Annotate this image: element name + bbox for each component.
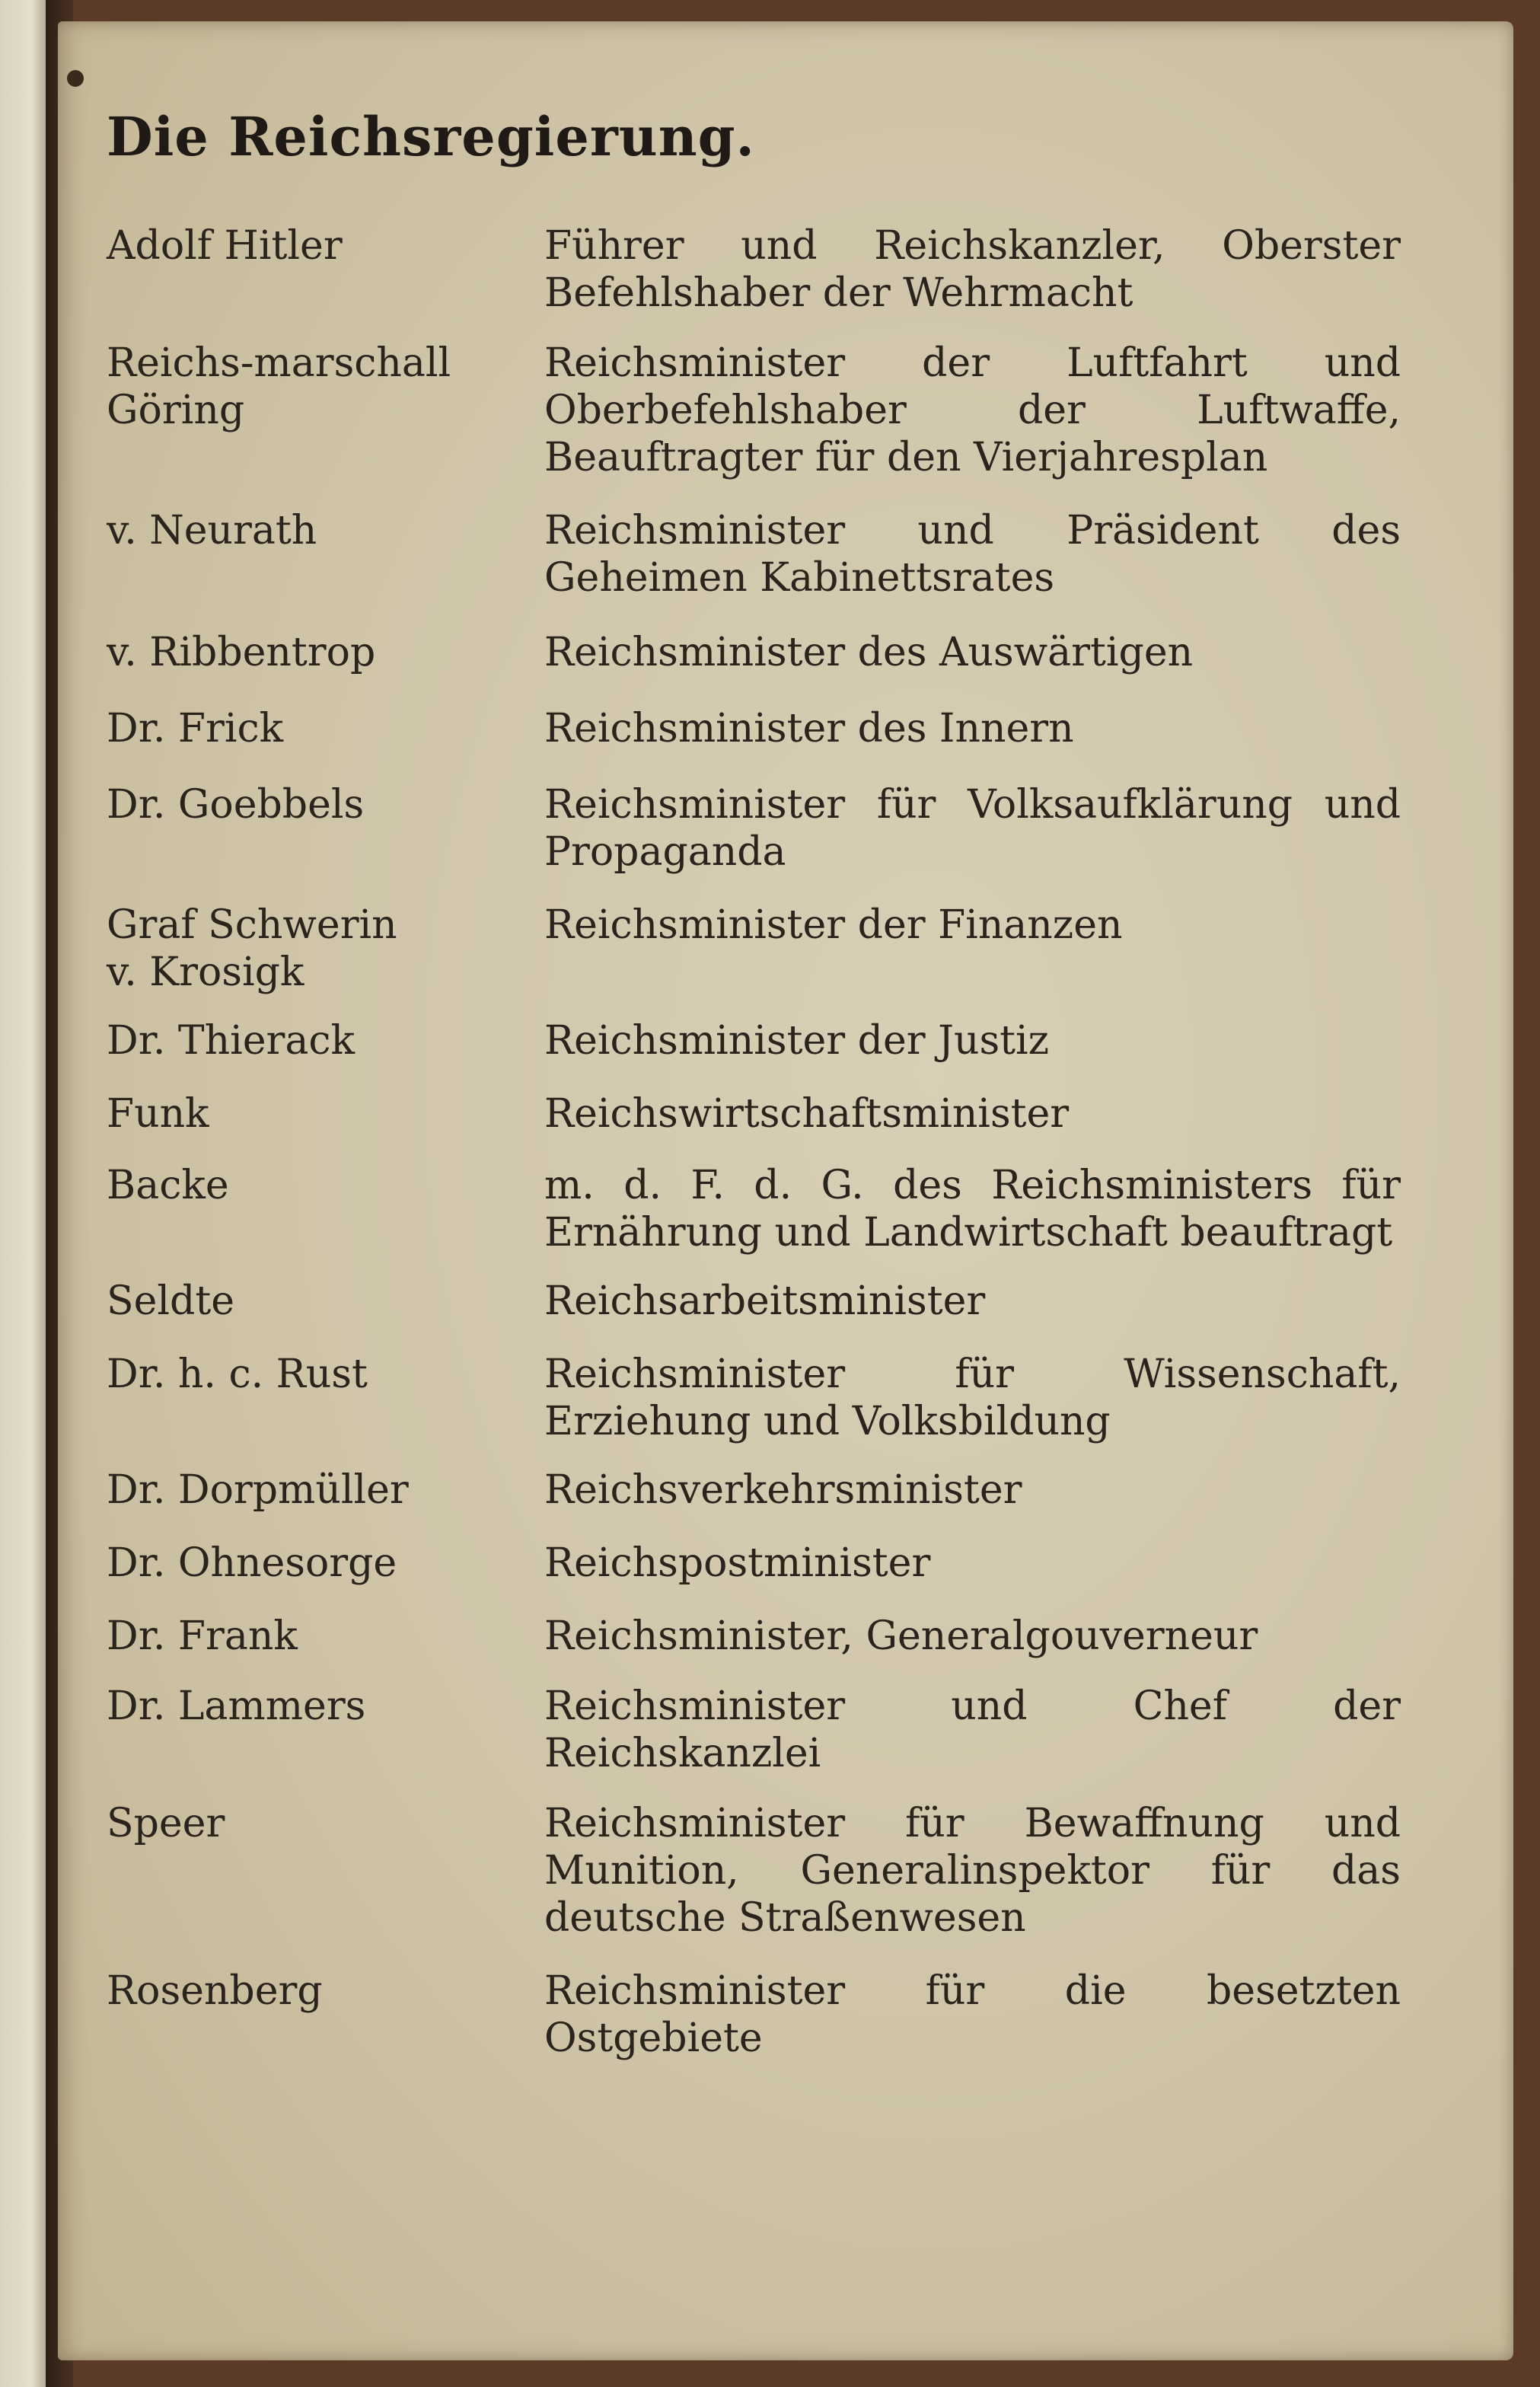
minister-name: Dr. h. c. Rust <box>107 1351 368 1397</box>
minister-role: Reichsverkehrsminister <box>544 1467 1022 1513</box>
minister-role: Reichspostminister <box>544 1540 931 1586</box>
minister-list <box>107 222 1401 2062</box>
minister-role: Reichswirtschaftsminister <box>544 1091 1070 1137</box>
list-item <box>107 340 1401 481</box>
minister-role: Reichsminister für die besetzten Ostgebiete <box>544 1968 1401 2061</box>
minister-name: Graf Schwerin v. Krosigk <box>107 902 397 995</box>
page-title: Die Reichsregierung. <box>107 105 755 168</box>
minister-name: Dr. Goebbels <box>107 782 365 828</box>
list-item <box>107 1683 1401 1777</box>
minister-name: v. Neurath <box>107 508 317 554</box>
list-item <box>107 1466 1401 1514</box>
binding-hole <box>67 70 84 87</box>
minister-role: Reichsminister der Justiz <box>544 1018 1050 1064</box>
list-item <box>107 1090 1401 1138</box>
list-item <box>107 705 1401 752</box>
list-item <box>107 1540 1401 1587</box>
minister-name: Speer <box>107 1801 225 1846</box>
minister-name: Rosenberg <box>107 1968 323 2014</box>
minister-role: Führer und Reichskanzler, Oberster Befehlshaber der Wehrmacht <box>544 223 1401 316</box>
minister-role: Reichsminister für Wissenschaft, Erziehung und Volksbildung <box>544 1351 1401 1444</box>
minister-role: Reichsminister für Bewaffnung und Munition, Generalinspektor für das deutsche Straßenwesen <box>544 1801 1401 1941</box>
list-item <box>107 1162 1401 1256</box>
minister-role: Reichsminister des Auswärtigen <box>544 630 1194 675</box>
minister-role: Reichsminister, Generalgouverneur <box>544 1613 1258 1659</box>
minister-name: Backe <box>107 1163 229 1208</box>
minister-role: Reichsminister des Innern <box>544 706 1074 752</box>
minister-name: Dr. Frick <box>107 706 284 752</box>
list-item <box>107 507 1401 602</box>
minister-name: Dr. Thierack <box>107 1018 355 1064</box>
minister-name: Dr. Lammers <box>107 1683 366 1729</box>
minister-role: Reichsminister für Volksaufklärung und Propaganda <box>544 782 1401 875</box>
list-item <box>107 1800 1401 1942</box>
minister-name: Dr. Dorpmüller <box>107 1467 409 1513</box>
minister-name: Adolf Hitler <box>107 223 343 269</box>
list-item <box>107 781 1401 876</box>
list-item <box>107 1278 1401 1325</box>
minister-name: Seldte <box>107 1278 234 1324</box>
list-item <box>107 1351 1401 1445</box>
minister-role: Reichsminister und Chef der Reichskanzlei <box>544 1683 1401 1776</box>
minister-name: Reichs-marschall Göring <box>107 340 451 433</box>
minister-role: Reichsminister der Luftfahrt und Oberbefehlshaber der Luftwaffe, Beauftragter für den Vierjahresplan <box>544 340 1401 480</box>
list-item <box>107 1017 1401 1064</box>
list-item <box>107 902 1401 996</box>
minister-name: Dr. Frank <box>107 1613 298 1659</box>
minister-role: Reichsminister und Präsident des Geheimen Kabinettsrates <box>544 508 1401 601</box>
list-item <box>107 629 1401 676</box>
list-item <box>107 1967 1401 2062</box>
minister-role: m. d. F. d. G. des Reichsministers für Ernährung und Landwirtschaft beauftragt <box>544 1163 1401 1256</box>
minister-role: Reichsarbeitsminister <box>544 1278 986 1324</box>
minister-role: Reichsminister der Finanzen <box>544 902 1123 948</box>
list-item <box>107 1613 1401 1660</box>
minister-name: Funk <box>107 1091 209 1137</box>
list-item <box>107 222 1401 316</box>
minister-name: v. Ribbentrop <box>107 630 376 675</box>
minister-name: Dr. Ohnesorge <box>107 1540 397 1586</box>
